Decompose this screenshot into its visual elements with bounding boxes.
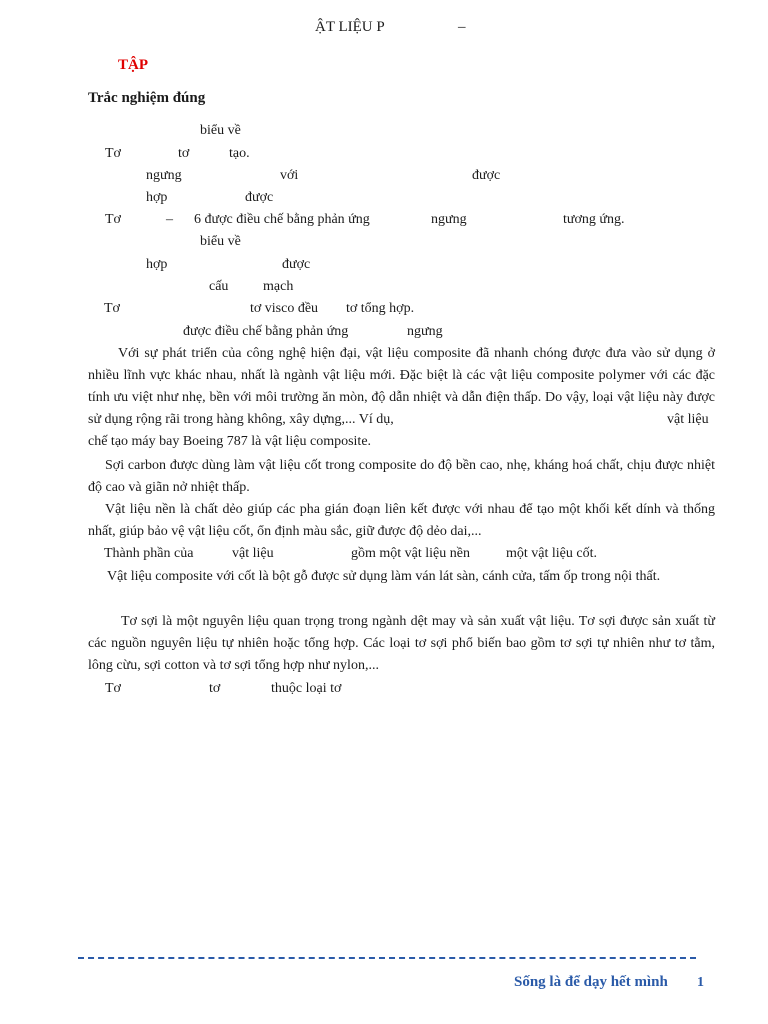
question-text: được [282, 257, 311, 272]
paragraph-fragment: thuộc loại tơ [271, 681, 342, 696]
question-text: – [166, 212, 173, 227]
question-text: được [245, 190, 274, 205]
footer-slogan: Sống là để dạy hết mình [514, 974, 668, 990]
question-text: cấu [209, 279, 229, 294]
question-text: biểu về [200, 123, 241, 138]
question-text: ngưng [146, 168, 182, 183]
paragraph: Vật liệu nền là chất dẻo giúp các pha gián đoạn liên kết được với nhau để tạo một khối kết dính và thống nhất, giúp bảo vệ vật liệu cốt, ổn định màu sắc, giữ được độ dẻo dai,... [88, 502, 715, 539]
page-number: 1 [697, 975, 704, 990]
section-label: TẬP [118, 57, 148, 73]
question-text: ngưng [431, 212, 467, 227]
page-title-dash: – [458, 19, 466, 35]
question-text: được điều chế bằng phản ứng [183, 324, 349, 339]
question-text: biểu về [200, 234, 241, 249]
paragraph: Tơ sợi là một nguyên liệu quan trọng trong ngành dệt may và sản xuất vật liệu. Tơ sợi được sản xuất từ các nguồn nguyên liệu tự nhiên hoặc tổng hợp. Các loại tơ sợi phổ biến bao gồm tơ sợi tự nhiên như tơ tằm, lông cừu, sợi cotton và tơ sợi tổng hợp như nylon,... [88, 614, 715, 673]
question-text: với [280, 168, 299, 183]
paragraph-fragment: gồm một vật liệu nền [351, 546, 470, 561]
question-text: tơ tổng hợp. [346, 301, 415, 316]
page-title: ẬT LIỆU P [315, 19, 385, 35]
question-text: được [472, 168, 501, 183]
paragraph-line: chế tạo máy bay Boeing 787 là vật liệu composite. [88, 434, 372, 449]
paragraph: Sợi carbon được dùng làm vật liệu cốt trong composite do độ bền cao, nhẹ, kháng hoá chất, chịu được nhiệt độ cao và giãn nở nhiệt thấp. [88, 458, 715, 495]
paragraph-fragment: vật liệu [232, 546, 274, 561]
paragraph-fragment: vật liệu [667, 412, 709, 427]
question-text: hợp [146, 190, 168, 205]
question-text: tơ visco đều [250, 301, 319, 316]
question-text: ngưng [407, 324, 443, 339]
paragraph-fragment: Tơ [105, 681, 121, 696]
footer-divider [78, 957, 696, 959]
paragraph-fragment: một vật liệu cốt. [506, 546, 597, 561]
question-text: mạch [263, 279, 294, 294]
question-text: Tơ [104, 301, 120, 316]
question-text: tạo. [229, 146, 250, 161]
question-text: 6 được điều chế bằng phản ứng [194, 212, 370, 227]
question-text: hợp [146, 257, 168, 272]
paragraph-fragment: tơ [209, 681, 221, 696]
question-text: tương ứng. [563, 212, 625, 227]
paragraph-fragment: Thành phần của [104, 546, 194, 561]
paragraph: Vật liệu composite với cốt là bột gỗ được sử dụng làm ván lát sàn, cánh cửa, tấm ốp trong nội thất. [107, 569, 661, 584]
question-text: Tơ [105, 212, 121, 227]
question-text: tơ [178, 146, 190, 161]
question-text: Tơ [105, 146, 121, 161]
paragraph: Với sự phát triển của công nghệ hiện đại, vật liệu composite đã nhanh chóng được đưa vào sử dụng ở nhiều lĩnh vực khác nhau, nhất là ngành vật liệu mới. Đặc biệt là các vật liệu composite polymer với các đặc tính ưu việt như nhẹ, bền với môi trường ăn mòn, độ dẫn nhiệt và dẫn điện thấp. Do vậy, loại vật liệu này được sử dụng rộng rãi trong hàng không, xây dựng,... Ví dụ, [88, 346, 715, 427]
subheading: Trắc nghiệm đúng [88, 90, 206, 106]
